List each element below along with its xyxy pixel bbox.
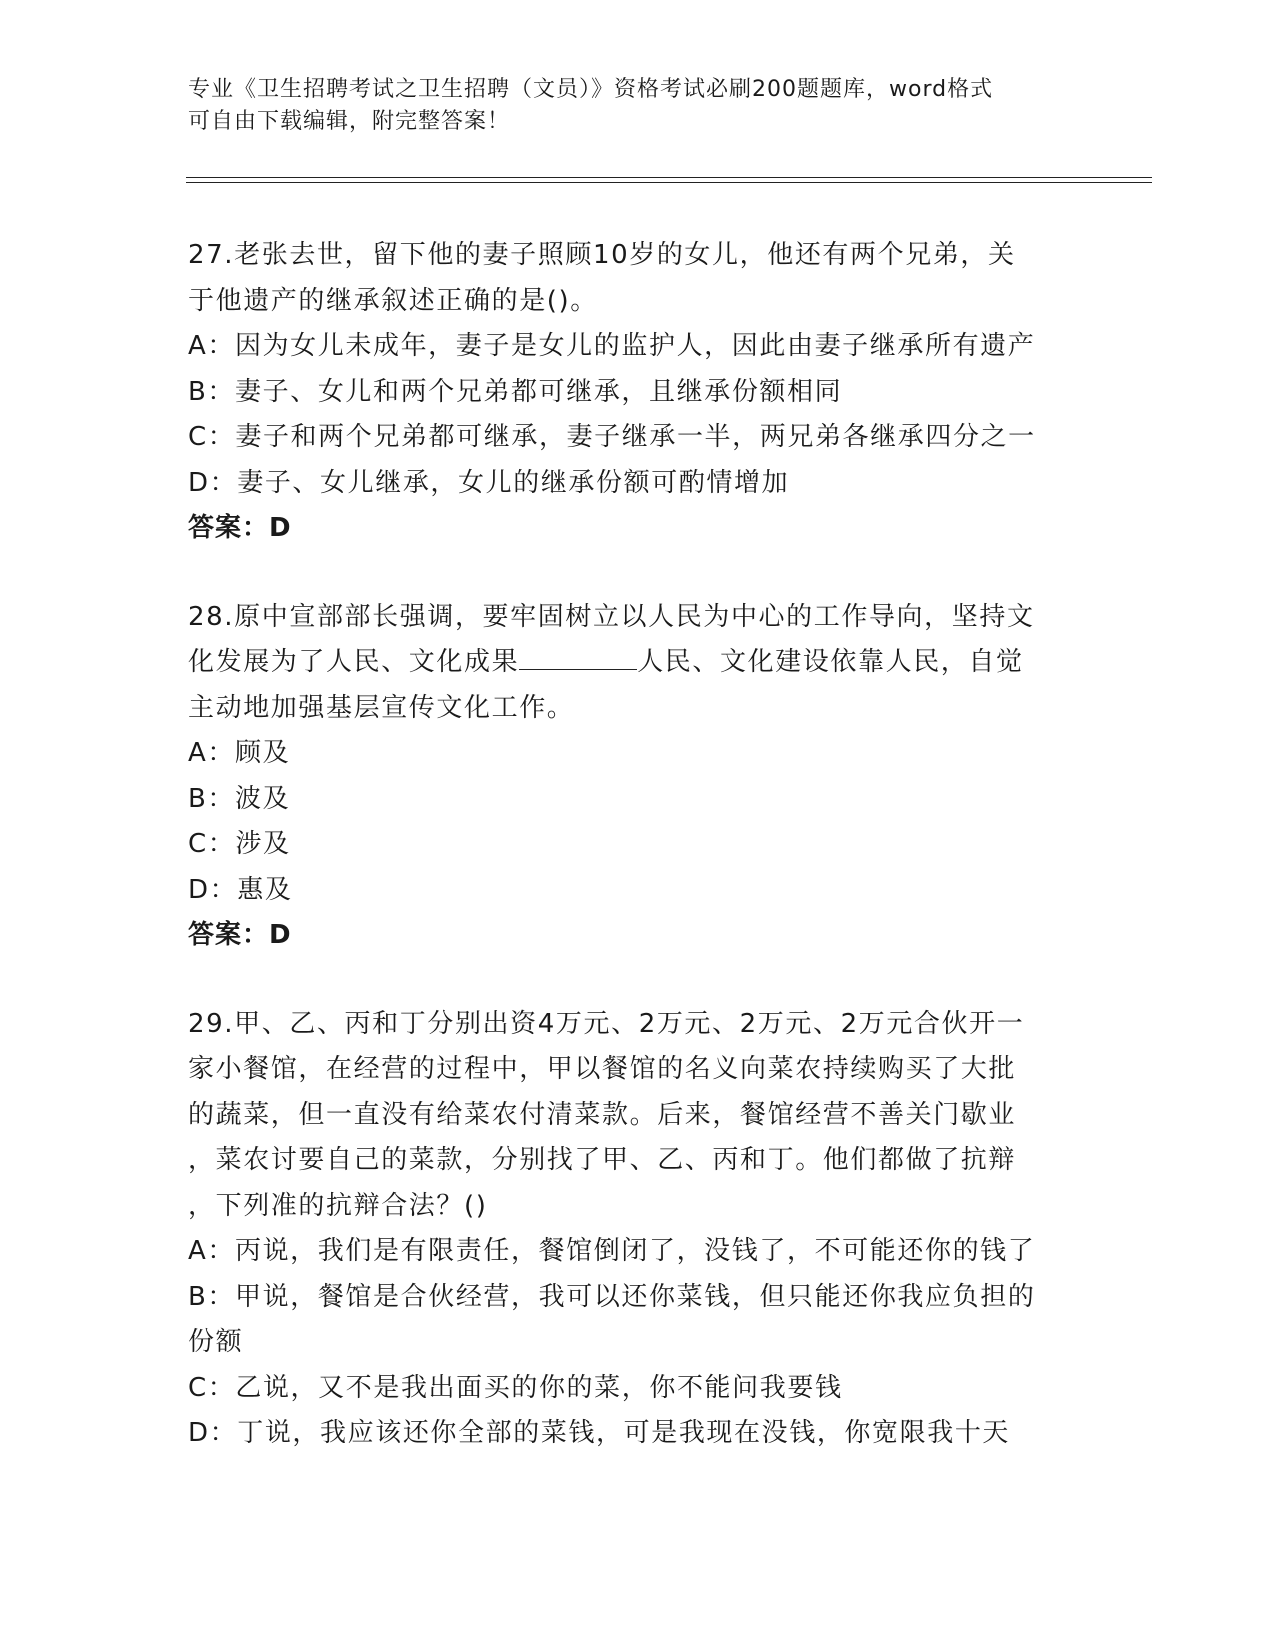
option-d: D：丁说，我应该还你全部的菜钱，可是我现在没钱，你宽限我十天: [188, 1418, 1011, 1448]
option-c: C：乙说，又不是我出面买的你的菜，你不能问我要钱: [188, 1372, 843, 1403]
answer: 答案：D: [188, 920, 292, 950]
option-d: D：惠及: [188, 874, 293, 905]
question-stem-line: 于他遗产的继承叙述正确的是()。: [188, 285, 598, 316]
option-a: A：顾及: [188, 738, 291, 768]
fill-blank: [519, 643, 637, 670]
option-a: A：因为女儿未成年，妻子是女儿的监护人，因此由妻子继承所有遗产: [188, 331, 1036, 361]
question-stem-line: 家小餐馆，在经营的过程中，甲以餐馆的名义向菜农持续购买了大批: [188, 1054, 1017, 1084]
option-a: A：丙说，我们是有限责任，餐馆倒闭了，没钱了，不可能还你的钱了: [188, 1236, 1036, 1266]
option-d: D：妻子、女儿继承，女儿的继承份额可酌情增加: [188, 467, 790, 498]
option-c: C：妻子和两个兄弟都可继承，妻子继承一半，两兄弟各继承四分之一: [188, 422, 1036, 452]
question-28: [188, 595, 1078, 959]
question-stem-line: 的蔬菜，但一直没有给菜农付清菜款。后来，餐馆经营不善关门歇业: [188, 1099, 1017, 1130]
question-stem-line: 主动地加强基层宣传文化工作。: [188, 692, 575, 723]
option-b: B：妻子、女儿和两个兄弟都可继承，且继承份额相同: [188, 376, 843, 407]
question-stem-line: 28.原中宣部部长强调，要牢固树立以人民为中心的工作导向，坚持文: [188, 601, 1035, 632]
header-line-2: 可自由下载编辑，附完整答案！: [188, 109, 511, 134]
question-list: [188, 233, 1078, 1457]
question-stem-line: ，菜农讨要自己的菜款，分别找了甲、乙、丙和丁。他们都做了抗辩: [188, 1145, 1017, 1175]
option-b: B：波及: [188, 783, 291, 814]
question-29: [188, 1002, 1078, 1457]
header-divider-bottom: [186, 182, 1152, 183]
question-stem-line: 29.甲、乙、丙和丁分别出资4万元、2万元、2万元、2万元合伙开一: [188, 1008, 1025, 1039]
document-header: [188, 74, 1068, 138]
header-line-1: 专业《卫生招聘考试之卫生招聘（文员）》资格考试必刷200题题库，word格式: [188, 77, 994, 102]
header-divider-top: [186, 177, 1152, 178]
question-stem-line-with-blank: [188, 640, 1078, 686]
option-b-continued: 份额: [188, 1327, 244, 1357]
question-stem-line: ，下列准的抗辩合法？(): [188, 1190, 488, 1221]
question-27: [188, 233, 1078, 552]
stem-text: 人民、文化建设依靠人民，自觉: [637, 647, 1024, 677]
option-b: B：甲说，餐馆是合伙经营，我可以还你菜钱，但只能还你我应负担的: [188, 1281, 1036, 1312]
option-c: C：涉及: [188, 829, 291, 859]
stem-text: 化发展为了人民、文化成果: [188, 647, 520, 677]
answer: 答案：D: [188, 513, 292, 543]
question-stem-line: 27.老张去世，留下他的妻子照顾10岁的女儿，他还有两个兄弟，关: [188, 240, 1016, 270]
